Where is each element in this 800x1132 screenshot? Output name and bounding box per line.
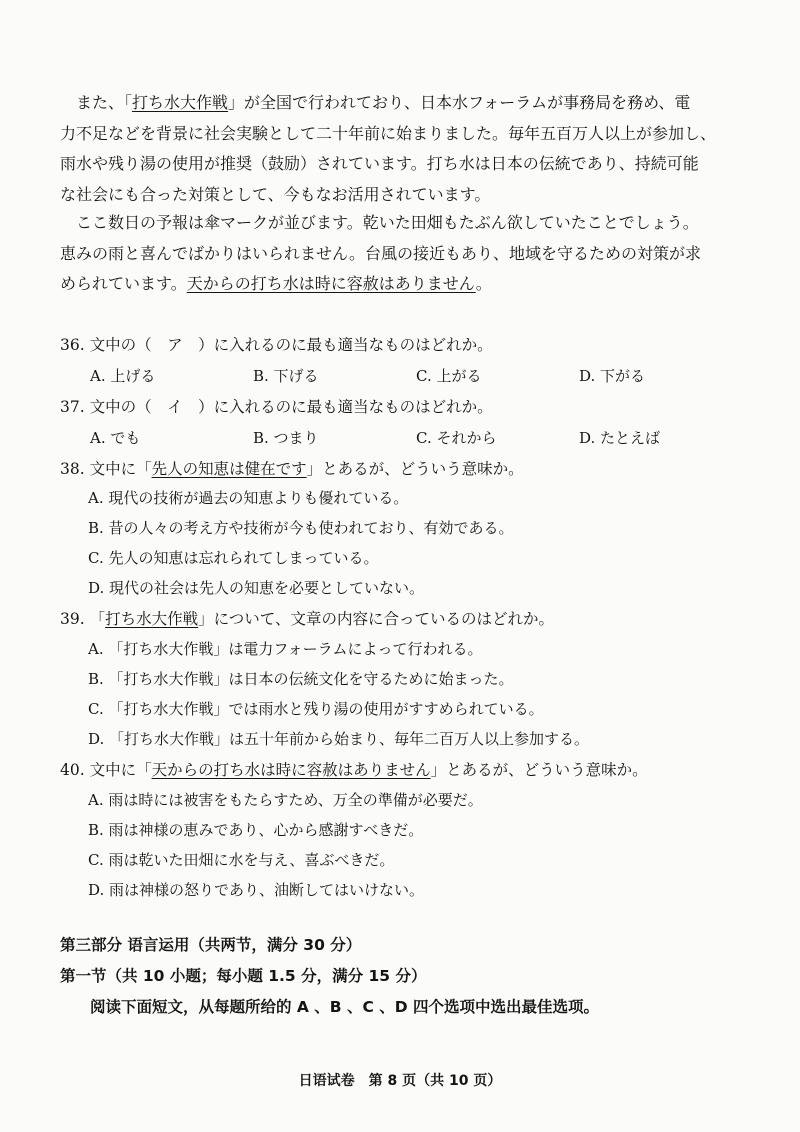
stem-text: 」について、文章の内容に合っているのはどれか。	[198, 610, 554, 628]
question-38-option-b[interactable]: B. 昔の人々の考え方や技術が今も使われており、有効である。	[88, 519, 514, 537]
question-40-option-d[interactable]: D. 雨は神様の怒りであり、油断してはいけない。	[88, 881, 425, 899]
passage-line: な社会にも合った対策として、今もなお活用されています。	[60, 184, 491, 204]
question-39-option-a[interactable]: A. 「打ち水大作戦」は電力フォーラムによって行われる。	[88, 640, 483, 658]
underlined-phrase: 天からの打ち水は時に容赦はありません	[151, 761, 431, 779]
page-footer: 日语试卷 第 8 页（共 10 页）	[298, 1073, 502, 1089]
underlined-phrase: 天からの打ち水は時に容赦はありません	[186, 274, 476, 293]
passage-line	[60, 269, 760, 300]
passage-line: ここ数日の予報は傘マークが並びます。乾いた田畑もたぶん欲していたことでしょう。	[76, 213, 699, 232]
underlined-phrase: 先人の知恵は健在です	[151, 460, 307, 478]
underlined-phrase: 打ち水大作戦	[105, 610, 199, 628]
question-36-option-a[interactable]: A. 上げる	[90, 367, 156, 385]
stem-text: 38. 文中に「	[60, 460, 152, 478]
passage-line: また、「打ち水大作戦」が全国で行われており、日本水フォーラムが事務局を務め、電	[76, 93, 691, 112]
question-36-stem: 36. 文中の（ ア ）に入れるのに最も適当なものはどれか。	[60, 336, 493, 354]
sub-section-title: 第一节（共 10 小题；每小题 1.5 分，满分 15 分）	[60, 967, 427, 985]
question-37-option-a[interactable]: A. でも	[90, 429, 141, 447]
question-39-stem	[60, 607, 554, 629]
question-39-option-c[interactable]: C. 「打ち水大作戦」では雨水と残り湯の使用がすすめられている。	[88, 700, 544, 718]
question-40-option-a[interactable]: A. 雨は時には被害をもたらすため、万全の準備が必要だ。	[88, 791, 483, 809]
question-37-stem: 37. 文中の（ イ ）に入れるのに最も適当なものはどれか。	[60, 398, 493, 416]
stem-text: 」とあるが、どういう意味か。	[430, 761, 648, 779]
passage-text: められています。	[60, 274, 187, 293]
question-37-option-d[interactable]: D. たとえば	[579, 429, 661, 447]
question-40-stem	[60, 758, 648, 780]
question-36-option-c[interactable]: C. 上がる	[416, 367, 482, 385]
passage-line: 力不足などを背景に社会実験として二十年前に始まりました。毎年五百万人以上が参加し、	[60, 123, 717, 143]
stem-text: 39. 「	[60, 610, 106, 628]
question-40-option-c[interactable]: C. 雨は乾いた田畑に水を与え、喜ぶべきだ。	[88, 851, 395, 869]
part-title: 第三部分 语言运用（共两节，满分 30 分）	[60, 936, 362, 954]
question-37-option-b[interactable]: B. つまり	[253, 429, 319, 447]
question-38-stem	[60, 457, 524, 479]
question-36-option-d[interactable]: D. 下がる	[579, 367, 646, 385]
question-39-option-b[interactable]: B. 「打ち水大作戦」は日本の伝統文化を守るために始まった。	[88, 670, 514, 688]
question-38-option-a[interactable]: A. 現代の技術が過去の知恵よりも優れている。	[88, 489, 409, 507]
passage-paragraph-2	[60, 208, 760, 300]
passage-line: 恵みの雨と喜んでばかりはいられません。台風の接近もあり、地域を守るための対策が求	[60, 243, 701, 263]
passage-line: 雨水や残り湯の使用が推奨（鼓励）されています。打ち水は日本の伝統であり、持続可能	[60, 154, 699, 173]
question-36-option-b[interactable]: B. 下げる	[253, 367, 319, 385]
question-37-option-c[interactable]: C. それから	[416, 429, 497, 447]
question-38-option-c[interactable]: C. 先人の知恵は忘れられてしまっている。	[88, 549, 379, 567]
stem-text: 40. 文中に「	[60, 761, 152, 779]
question-40-option-b[interactable]: B. 雨は神様の恵みであり、心から感謝すべきだ。	[88, 821, 424, 839]
passage-text: 。	[475, 274, 492, 293]
question-39-option-d[interactable]: D. 「打ち水大作戦」は五十年前から始まり、毎年二百万人以上参加する。	[88, 730, 590, 748]
underlined-phrase: 打ち水大作戦	[132, 93, 229, 112]
stem-text: 」とあるが、どういう意味か。	[306, 460, 524, 478]
question-38-option-d[interactable]: D. 現代の社会は先人の知恵を必要としていない。	[88, 579, 425, 597]
section-instruction: 阅读下面短文，从每题所给的 A 、B 、C 、D 四个选项中选出最佳选项。	[90, 998, 600, 1016]
passage-paragraph-1	[60, 88, 760, 210]
